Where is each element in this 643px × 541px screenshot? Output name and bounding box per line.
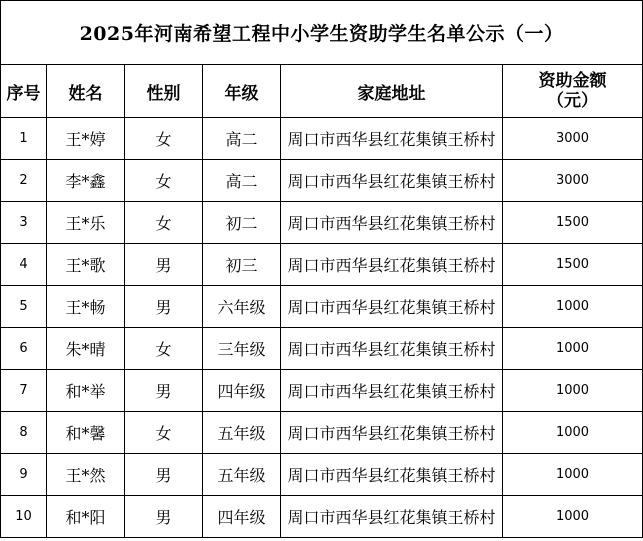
table-row	[1, 286, 643, 328]
cell-grade: 五年级	[203, 412, 281, 454]
cell-name: 和*馨	[47, 412, 125, 454]
cell-grade: 四年级	[203, 496, 281, 538]
cell-index: 5	[1, 286, 47, 328]
cell-grade: 六年级	[203, 286, 281, 328]
cell-gender: 女	[125, 160, 203, 202]
header-amount	[503, 65, 643, 118]
cell-address: 周口市西华县红花集镇王桥村	[281, 496, 503, 538]
header-address: 家庭地址	[281, 65, 503, 118]
header-gender: 性别	[125, 65, 203, 118]
cell-amount: 1000	[503, 454, 643, 496]
cell-grade: 初二	[203, 202, 281, 244]
header-grade: 年级	[203, 65, 281, 118]
cell-name: 李*鑫	[47, 160, 125, 202]
cell-address: 周口市西华县红花集镇王桥村	[281, 286, 503, 328]
cell-amount: 1000	[503, 328, 643, 370]
cell-address: 周口市西华县红花集镇王桥村	[281, 328, 503, 370]
header-amount-line1: 资助金额	[538, 71, 607, 91]
cell-gender: 男	[125, 244, 203, 286]
header-index: 序号	[1, 65, 47, 118]
cell-amount: 1000	[503, 286, 643, 328]
cell-gender: 女	[125, 328, 203, 370]
table-row	[1, 370, 643, 412]
cell-index: 9	[1, 454, 47, 496]
cell-amount: 1000	[503, 370, 643, 412]
cell-amount: 1500	[503, 202, 643, 244]
cell-name: 王*婷	[47, 118, 125, 160]
cell-gender: 女	[125, 412, 203, 454]
cell-grade: 五年级	[203, 454, 281, 496]
cell-gender: 男	[125, 496, 203, 538]
cell-name: 王*畅	[47, 286, 125, 328]
cell-index: 3	[1, 202, 47, 244]
cell-address: 周口市西华县红花集镇王桥村	[281, 412, 503, 454]
cell-address: 周口市西华县红花集镇王桥村	[281, 244, 503, 286]
cell-grade: 高二	[203, 160, 281, 202]
cell-grade: 初三	[203, 244, 281, 286]
cell-index: 8	[1, 412, 47, 454]
cell-amount: 1000	[503, 412, 643, 454]
table-title: 2025年河南希望工程中小学生资助学生名单公示（一）	[1, 1, 643, 65]
cell-amount: 3000	[503, 160, 643, 202]
cell-amount: 3000	[503, 118, 643, 160]
cell-gender: 男	[125, 454, 203, 496]
table-row	[1, 496, 643, 538]
cell-name: 朱*晴	[47, 328, 125, 370]
cell-name: 和*阳	[47, 496, 125, 538]
cell-address: 周口市西华县红花集镇王桥村	[281, 370, 503, 412]
table-row	[1, 118, 643, 160]
table-row	[1, 202, 643, 244]
cell-index: 2	[1, 160, 47, 202]
cell-grade: 三年级	[203, 328, 281, 370]
header-name: 姓名	[47, 65, 125, 118]
cell-gender: 女	[125, 202, 203, 244]
table-row	[1, 454, 643, 496]
cell-address: 周口市西华县红花集镇王桥村	[281, 118, 503, 160]
cell-address: 周口市西华县红花集镇王桥村	[281, 454, 503, 496]
cell-gender: 男	[125, 286, 203, 328]
cell-grade: 四年级	[203, 370, 281, 412]
cell-index: 6	[1, 328, 47, 370]
cell-name: 和*举	[47, 370, 125, 412]
table-row	[1, 244, 643, 286]
cell-gender: 女	[125, 118, 203, 160]
cell-address: 周口市西华县红花集镇王桥村	[281, 160, 503, 202]
cell-grade: 高二	[203, 118, 281, 160]
table-row	[1, 160, 643, 202]
cell-address: 周口市西华县红花集镇王桥村	[281, 202, 503, 244]
cell-index: 1	[1, 118, 47, 160]
cell-gender: 男	[125, 370, 203, 412]
header-row	[1, 65, 643, 118]
cell-amount: 1500	[503, 244, 643, 286]
table-row	[1, 412, 643, 454]
cell-index: 10	[1, 496, 47, 538]
table-row	[1, 328, 643, 370]
cell-name: 王*歌	[47, 244, 125, 286]
header-amount-line2: （元）	[547, 91, 598, 111]
cell-name: 王*乐	[47, 202, 125, 244]
cell-index: 4	[1, 244, 47, 286]
cell-amount: 1000	[503, 496, 643, 538]
cell-index: 7	[1, 370, 47, 412]
cell-name: 王*然	[47, 454, 125, 496]
